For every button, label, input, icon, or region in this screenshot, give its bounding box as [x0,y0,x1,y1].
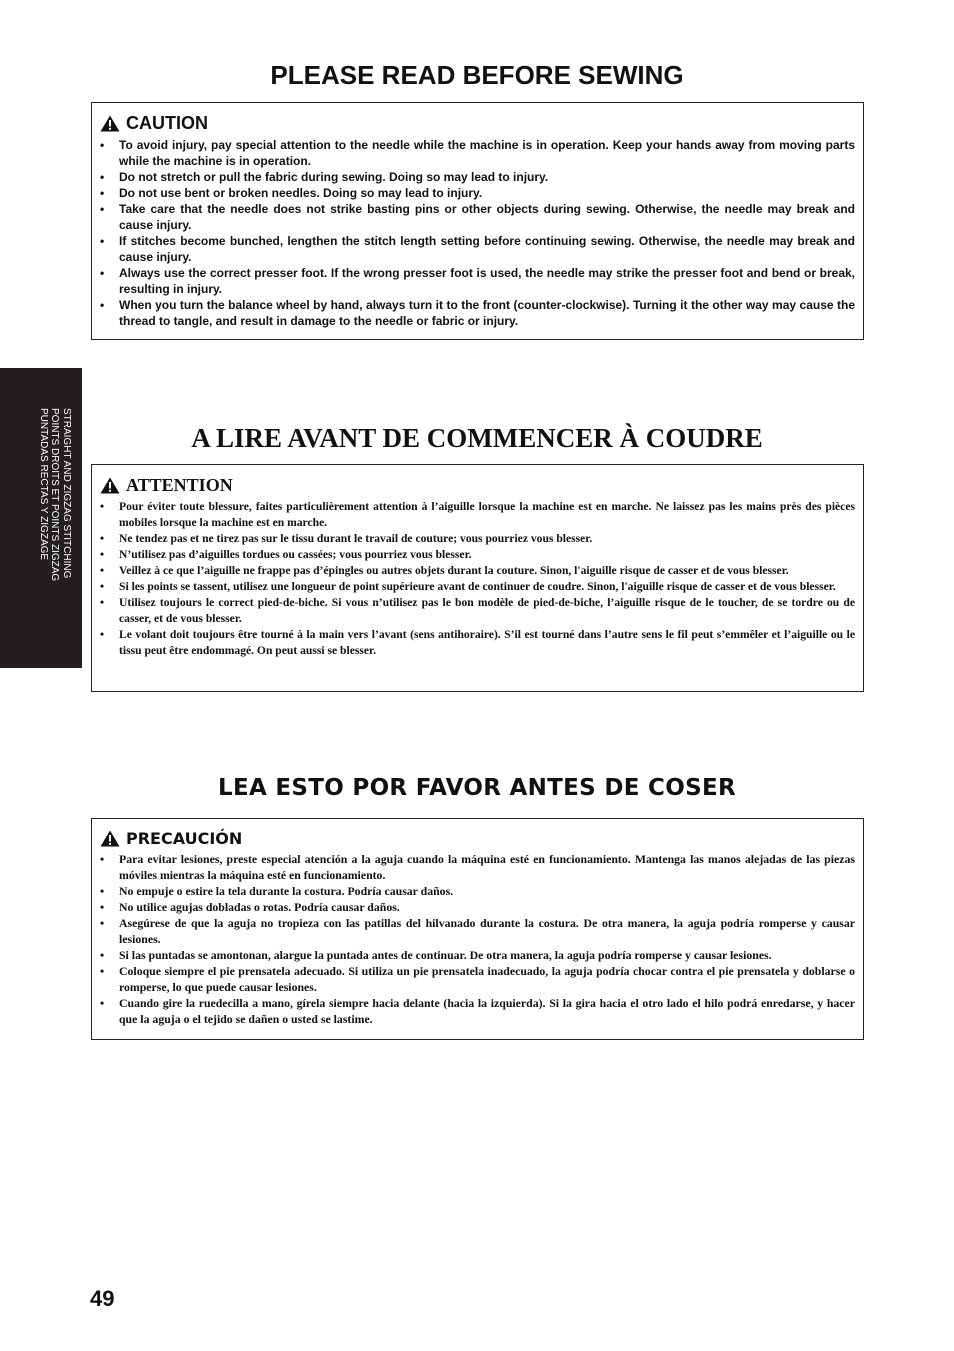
list-item: • No empuje o estire la tela durante la costura. Podría causar daños. [100,883,855,899]
warning-title-en [100,113,855,134]
list-item: • Si las puntadas se amontonan, alargue la puntada antes de continuar. De otra manera, la aguja podría romperse y causar lesiones. [100,947,855,963]
warning-title-fr [100,475,855,496]
list-item: • If stitches become bunched, lengthen the stitch length setting before continuing sewing. Otherwise, the needle may break and cause injury. [100,233,855,265]
list-item: • Si les points se tassent, utilisez une longueur de point supérieure avant de continuer de coudre. Sinon, l'aiguille risque de casser et de vous blesser. [100,579,855,595]
side-tab-line-en: STRAIGHT AND ZIGZAG STITCHING [61,408,72,579]
caution-list-es [100,851,855,1027]
side-tab-line-fr: POINTS DROITS ET POINTS ZIGZAG [49,408,61,582]
list-item: • Do not use bent or broken needles. Doing so may lead to injury. [100,185,855,201]
list-item: • When you turn the balance wheel by hand, always turn it to the front (counter-clockwise). Turning it the other way may cause the thread to tangle, and result in damage to the needle or fabric or injury. [100,297,855,329]
list-item: • Veillez à ce que l’aiguille ne frappe pas d’épingles ou autres objets durant la couture. Sinon, l'aiguille risque de casser et de vous blesser. [100,563,855,579]
warning-title-text: CAUTION [126,113,208,133]
list-item: • Do not stretch or pull the fabric during sewing. Doing so may lead to injury. [100,169,855,185]
list-item: • Coloque siempre el pie prensatela adecuado. Si utiliza un pie prensatela inadecuado, la aguja podría chocar contra el pie prensatela y doblarse o romperse, lo que puede causar lesiones. [100,963,855,995]
heading-en: PLEASE READ BEFORE SEWING [270,60,684,90]
list-item: • N’utilisez pas d’aiguilles tordues ou cassées; vous pourriez vous blesser. [100,547,855,563]
list-item: • Cuando gire la ruedecilla a mano, gírela siempre hacia delante (hacia la izquierda). Si la gira hacia el otro lado el hilo podrá enredarse, y hacer que la aguja o el tejido se dañen o usted se lastime. [100,995,855,1027]
list-item: • Utilisez toujours le correct pied-de-biche. Si vous n’utilisez pas le bon modèle de pied-de-biche, l’aiguille risque de le toucher, de se tordre ou de casser, et de vous blesser. [100,595,855,627]
warning-icon [100,477,120,494]
list-item: • Asegúrese de que la aguja no tropieza con las patillas del hilvanado durante la costura. De otra manera, la aguja podría romperse y causar lesiones. [100,915,855,947]
side-tab-line-es: PUNTADAS RECTAS Y ZIGZAGE [38,408,49,561]
warning-title-text: ATTENTION [126,475,233,495]
heading-es: LEA ESTO POR FAVOR ANTES DE COSER [218,775,736,801]
caution-box-en [91,102,864,340]
caution-box-es [91,818,864,1040]
list-item: • To avoid injury, pay special attention to the needle while the machine is in operation. Keep your hands away from moving parts while the machine is in operation. [100,137,855,169]
list-item: • Para evitar lesiones, preste especial atención a la aguja cuando la máquina esté en funcionamiento. Mantenga las manos alejadas de las piezas móviles mientras la máquina esté en funcionamiento. [100,851,855,883]
list-item: • Pour éviter toute blessure, faites particulièrement attention à l’aiguille lorsque la machine est en marche. Ne laissez pas les mains près des pièces mobiles lorsque la machine est en marche. [100,499,855,531]
caution-list-fr [100,499,855,659]
warning-icon [100,115,120,132]
list-item: • No utilice agujas dobladas o rotas. Podría causar daños. [100,899,855,915]
list-item: • Always use the correct presser foot. If the wrong presser foot is used, the needle may strike the presser foot and bend or break, resulting in injury. [100,265,855,297]
list-item: • Ne tendez pas et ne tirez pas sur le tissu durant le travail de couture; vous pourriez vous blesser. [100,531,855,547]
caution-box-fr [91,464,864,692]
heading-fr: A LIRE AVANT DE COMMENCER À COUDRE [191,423,763,453]
warning-title-text: PRECAUCIÓN [126,829,243,848]
caution-list-en [100,137,855,329]
side-tab [0,368,82,668]
warning-title-es [100,829,855,848]
list-item: • Le volant doit toujours être tourné à la main vers l’avant (sens antihoraire). S’il est tourné dans l’autre sens le fil peut s’emmêler et l’aiguille ou le tissu peut être endommagé. On peut aussi se blesser. [100,627,855,659]
warning-icon [100,830,120,847]
page-number: 49 [90,1286,115,1311]
list-item: • Take care that the needle does not strike basting pins or other objects during sewing. Otherwise, the needle may break and cause injury. [100,201,855,233]
